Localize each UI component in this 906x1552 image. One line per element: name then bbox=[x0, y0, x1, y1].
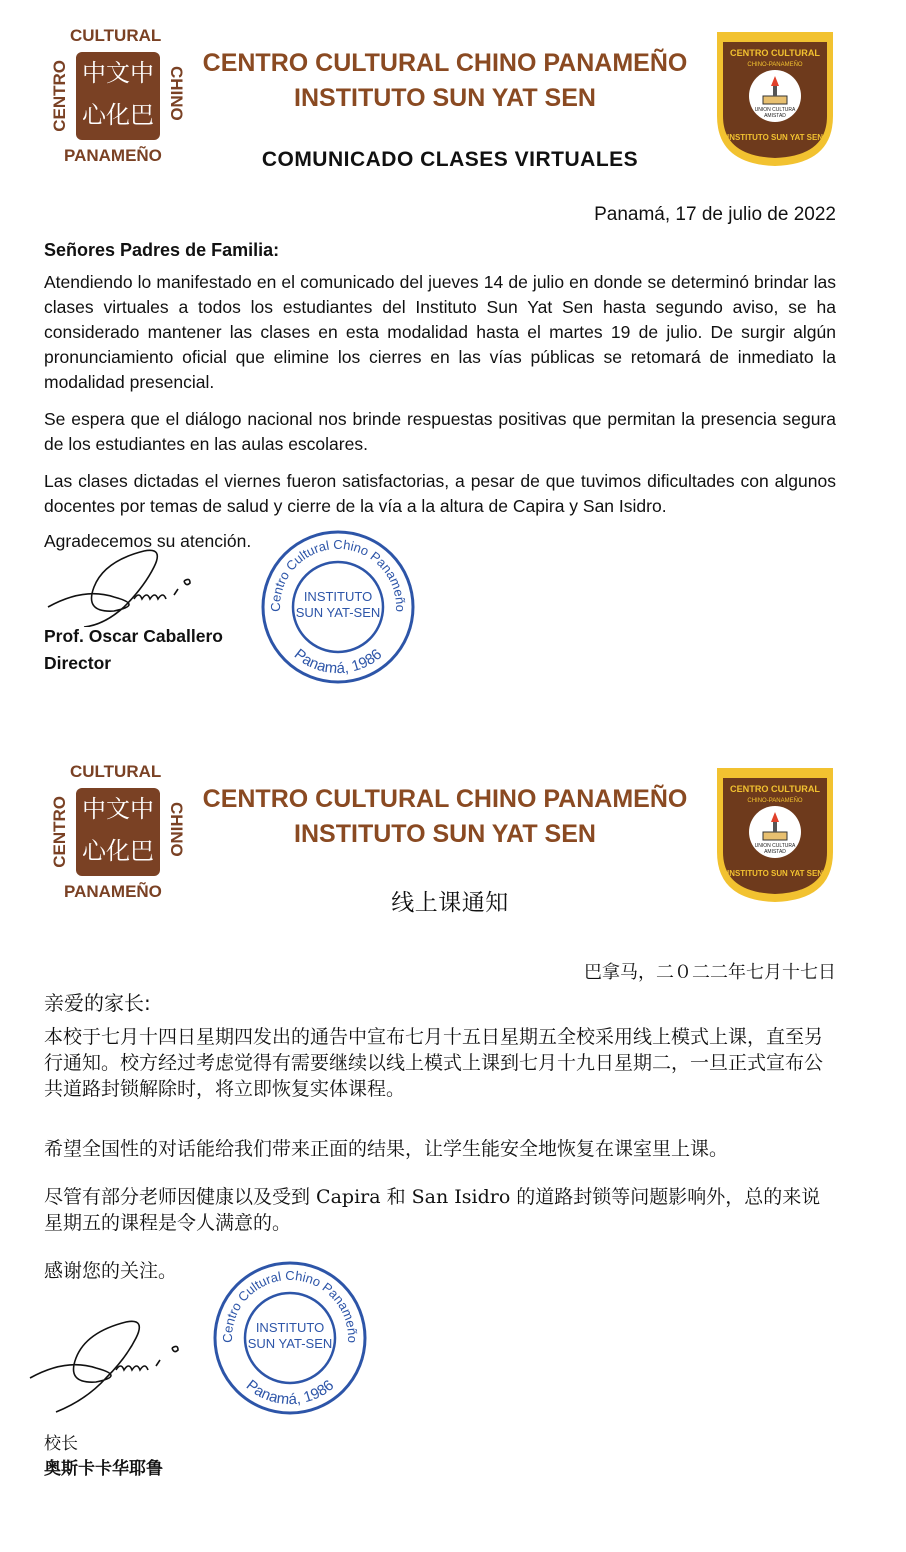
paragraph: Se espera que el diálogo nacional nos brinde respuestas positivas que permitan la presencia segura de los estudiantes en las aulas escolares. bbox=[44, 409, 836, 454]
signer-name: Prof. Oscar Caballero bbox=[44, 626, 223, 646]
svg-text:CHINO-PANAMEÑO: CHINO-PANAMEÑO bbox=[747, 798, 803, 804]
stamp-ring-bottom: Panamá, 1986 bbox=[242, 1376, 338, 1409]
svg-text:AMISTAD: AMISTAD bbox=[764, 113, 786, 119]
signature-area bbox=[44, 1258, 839, 1488]
logo-text: PANAMEÑO bbox=[64, 882, 162, 901]
signer-title: 校长 bbox=[44, 1434, 78, 1454]
logo-seal: 中文中 心化巴 bbox=[76, 788, 160, 876]
signer-name: 奥斯卡卡华耶鲁 bbox=[44, 1459, 163, 1479]
signer-title: Director bbox=[44, 653, 112, 673]
signature-area bbox=[44, 529, 836, 679]
logo-text: CHINO bbox=[167, 802, 186, 857]
closing: 感谢您的关注。 bbox=[44, 1260, 178, 1282]
svg-text:INSTITUTO: INSTITUTO bbox=[303, 589, 373, 604]
notice-body bbox=[44, 990, 839, 1488]
paragraph: Las clases dictadas el viernes fueron satisfactorias, a pesar de que tuvimos dificultades con algunos docentes por temas de salud y cierre de la vía a la altura de Capira y San Isidro. bbox=[44, 471, 836, 516]
official-stamp bbox=[260, 529, 416, 685]
signature-block bbox=[44, 623, 223, 677]
paragraph: Atendiendo lo manifestado en el comunicado del jueves 14 de julio en donde se determinó brindar las clases virtuales a todos los estudiantes del Instituto Sun Yat Sen hasta segundo aviso, se ha considerado mantener las clases en esta modalidad hasta el martes 19 de julio. De surgir algún pronunciamiento oficial que elimine los cierres en las vías públicas se retomará de inmediato la modalidad presencial. bbox=[44, 272, 836, 392]
greeting: 亲爱的家长: bbox=[44, 991, 151, 1015]
logo-centro-cultural bbox=[48, 26, 188, 171]
logo-text: PANAMEÑO bbox=[64, 146, 162, 165]
svg-text:UNION CULTURA: UNION CULTURA bbox=[754, 107, 796, 113]
paragraph: 尽管有部分老师因健康以及受到 Capira 和 San Isidro 的道路封锁等问题影响外，总的来说星期五的课程是令人满意的。 bbox=[44, 1186, 821, 1234]
stamp-ring-top: Centro Cultural Chino Panameño bbox=[267, 536, 409, 613]
logo-text: CENTRO bbox=[50, 60, 69, 132]
crest-logo bbox=[713, 28, 837, 173]
svg-text:CENTRO CULTURAL: CENTRO CULTURAL bbox=[730, 48, 821, 58]
svg-text:CHINO-PANAMEÑO: CHINO-PANAMEÑO bbox=[747, 62, 803, 68]
institution-name: CENTRO CULTURAL CHINO PANAMEÑO bbox=[202, 49, 688, 77]
notice-date: Panamá, 17 de julio de 2022 bbox=[594, 204, 836, 225]
institution-subname: INSTITUTO SUN YAT SEN bbox=[294, 84, 596, 112]
notice-title: COMUNICADO CLASES VIRTUALES bbox=[261, 148, 639, 171]
svg-text:AMISTAD: AMISTAD bbox=[764, 849, 786, 855]
svg-text:INSTITUTO SUN YAT SEN: INSTITUTO SUN YAT SEN bbox=[727, 869, 824, 878]
logo-centro-cultural bbox=[48, 762, 188, 907]
svg-text:CENTRO CULTURAL: CENTRO CULTURAL bbox=[730, 784, 821, 794]
notice-title: 线上课通知 bbox=[391, 889, 509, 915]
crest-logo bbox=[713, 764, 837, 909]
svg-text:SUN YAT-SEN: SUN YAT-SEN bbox=[295, 605, 381, 620]
official-stamp bbox=[212, 1260, 368, 1416]
logo-text: CULTURAL bbox=[70, 762, 162, 781]
logo-text: CULTURAL bbox=[70, 26, 162, 45]
signature-image bbox=[44, 547, 214, 627]
closing: Agradecemos su atención. bbox=[44, 531, 252, 551]
svg-text:INSTITUTO SUN YAT SEN: INSTITUTO SUN YAT SEN bbox=[727, 133, 824, 142]
svg-text:Panamá, 1986 bbox=[243, 1377, 337, 1409]
svg-text:Panamá, 1986 bbox=[291, 646, 385, 678]
logo-text: CHINO bbox=[167, 66, 186, 121]
logo-seal: 中文中 心化巴 bbox=[76, 52, 160, 140]
svg-text:SUN YAT-SEN: SUN YAT-SEN bbox=[247, 1336, 333, 1351]
signature-image bbox=[26, 1314, 196, 1414]
notice-date: 巴拿马，二０二二年七月十七日 bbox=[584, 962, 836, 983]
paragraph: 本校于七月十四日星期四发出的通告中宣布七月十五日星期五全校采用线上模式上课，直至另行通知。校方经过考虑觉得有需要继续以线上模式上课到七月十九日星期二，一旦正式宣布公共道路封锁解除时，将立即恢复实体课程。 bbox=[44, 1026, 824, 1100]
institution-subname: INSTITUTO SUN YAT SEN bbox=[294, 820, 596, 848]
greeting: Señores Padres de Familia: bbox=[44, 240, 280, 260]
logo-text: CENTRO bbox=[50, 796, 69, 868]
signature-block bbox=[44, 1432, 163, 1482]
paragraph: 希望全国性的对话能给我们带来正面的结果，让学生能安全地恢复在课室里上课。 bbox=[44, 1138, 729, 1160]
institution-name: CENTRO CULTURAL CHINO PANAMEÑO bbox=[202, 785, 688, 813]
stamp-ring-bottom: Panamá, 1986 bbox=[290, 645, 386, 678]
svg-text:INSTITUTO: INSTITUTO bbox=[255, 1320, 325, 1335]
notice-body bbox=[44, 238, 836, 679]
stamp-ring-top: Centro Cultural Chino Panameño bbox=[219, 1267, 361, 1344]
svg-text:UNION CULTURA: UNION CULTURA bbox=[754, 843, 796, 849]
